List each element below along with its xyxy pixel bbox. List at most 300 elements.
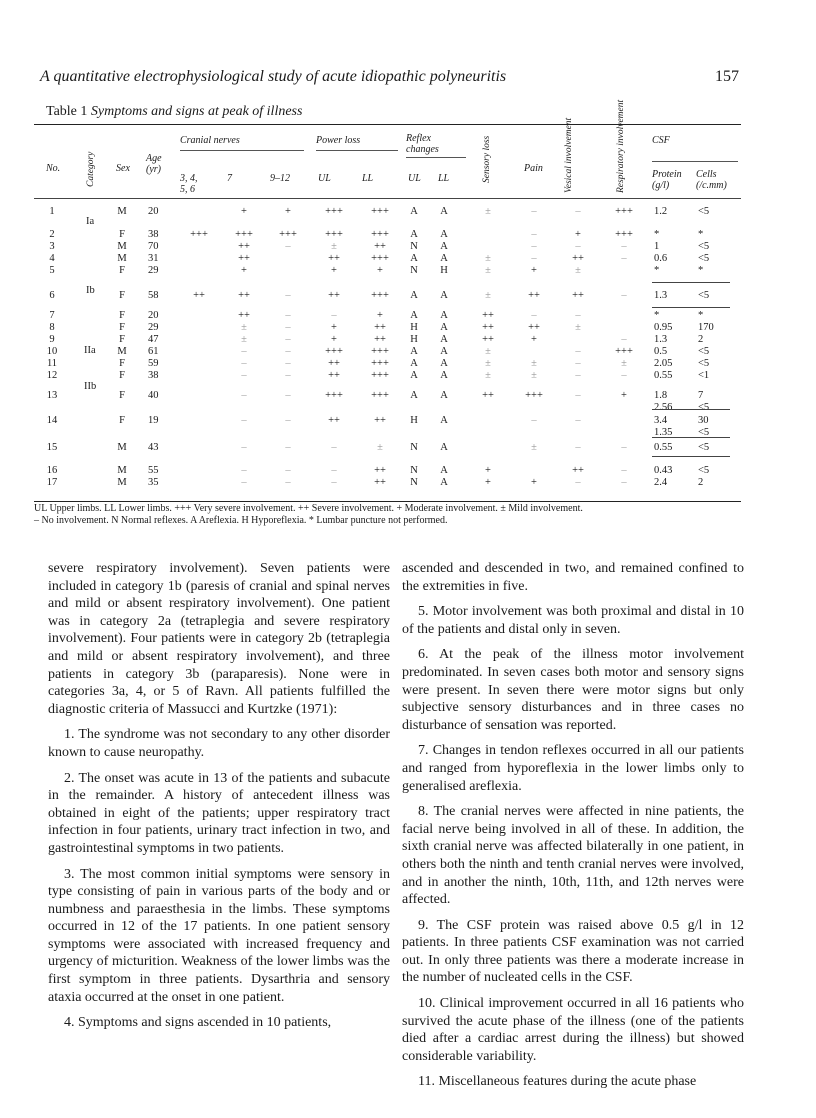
cell-rul: N bbox=[410, 465, 418, 476]
cell-rul: A bbox=[410, 229, 418, 240]
cell-age: 31 bbox=[148, 253, 159, 264]
cell-rll: A bbox=[440, 346, 448, 357]
cell-no: 15 bbox=[46, 442, 58, 453]
cell-prot: 3.4 bbox=[654, 415, 668, 426]
paragraph: 4. Symptoms and signs ascended in 10 patients, bbox=[64, 1015, 332, 1031]
cell-no: 9 bbox=[49, 334, 55, 345]
table-title: Symptoms and signs at peak of illness bbox=[90, 104, 303, 119]
cell-sens: ++ bbox=[482, 390, 494, 401]
paragraph: 5. Motor involvement was both proximal and distal in 10 of the patients and distal only in seven. bbox=[402, 604, 744, 637]
cell-resp: – bbox=[621, 442, 627, 453]
csf-rule bbox=[652, 282, 730, 283]
footnote-line: – No involvement. N Normal reflexes. A Areflexia. H Hyporeflexia. * Lumbar puncture not performed. bbox=[34, 515, 448, 526]
col-header-power: Power loss bbox=[316, 135, 361, 146]
col-header-csf: CSF bbox=[652, 135, 670, 146]
cell-rul: A bbox=[410, 206, 418, 217]
col-header-cells: Cells bbox=[696, 169, 717, 180]
cell-sex: M bbox=[117, 253, 127, 264]
cell-rul: A bbox=[410, 370, 418, 381]
cell-pain: – bbox=[531, 241, 537, 252]
cell-pain: ++ bbox=[528, 322, 540, 333]
cell-no: 8 bbox=[49, 322, 55, 333]
cell-rll: A bbox=[440, 465, 448, 476]
cell-cn2: – bbox=[241, 465, 247, 476]
cell-ll: + bbox=[377, 265, 383, 276]
csf-rule bbox=[652, 456, 730, 457]
cell-ll: ++ bbox=[374, 477, 386, 488]
cell-ul: ++ bbox=[328, 358, 340, 369]
cell-ves: – bbox=[575, 442, 581, 453]
cell-ll: + bbox=[377, 310, 383, 321]
col-header-protein: Protein bbox=[652, 169, 682, 180]
cell-sex: F bbox=[119, 334, 125, 345]
cell-cells: <5 bbox=[698, 206, 710, 217]
cell-ves: – bbox=[575, 241, 581, 252]
cell-cn2: + bbox=[241, 206, 247, 217]
cell-sex: M bbox=[117, 241, 127, 252]
cell-cn2: – bbox=[241, 415, 247, 426]
cell-resp: +++ bbox=[615, 206, 633, 217]
body-column-right bbox=[402, 560, 744, 1099]
paragraph: 11. Miscellaneous features during the acute phase bbox=[418, 1074, 697, 1090]
cell-ves: + bbox=[575, 229, 581, 240]
cell-cells: <1 bbox=[698, 370, 710, 381]
paragraph: 8. The cranial nerves were affected in nine patients, the facial nerve being involved in all of these. In addition, the sixth cranial nerve was affected bilaterally in one patient, in others both the ninth and tenth cranial nerves were involved, and in another the ninth, 10th, 11th, and 12th nerves were affected. bbox=[402, 804, 744, 908]
cell-sex: F bbox=[119, 358, 125, 369]
cell-no: 5 bbox=[49, 265, 55, 276]
table-label: Table 1 bbox=[46, 104, 88, 119]
col-header-reflex: Reflex bbox=[406, 133, 431, 144]
cell-age: 61 bbox=[148, 346, 159, 357]
cell-cn2: ++ bbox=[238, 310, 250, 321]
cell-cells: <5 bbox=[698, 442, 710, 453]
paragraph: 2. The onset was acute in 13 of the patients and subacute in the remainder. A history of antecedent illness was obtained in eight of the patients; upper respiratory tract infection in four patients, urinary tract infection in two, and gastrointestinal symptoms in two patients. bbox=[48, 770, 390, 856]
paragraph: 7. Changes in tendon reflexes occurred in all our patients and ranged from hyporeflexia in the lower limbs only to generalised areflexia. bbox=[402, 743, 744, 794]
col-header-rf-ul: UL bbox=[408, 173, 421, 184]
cell-prot: 2.4 bbox=[654, 477, 668, 488]
cell-age: 40 bbox=[148, 390, 159, 401]
running-title: A quantitative electrophysiological study of acute idiopathic polyneuritis bbox=[40, 68, 507, 85]
cell-rll: A bbox=[440, 229, 448, 240]
cell-resp: ± bbox=[621, 358, 627, 369]
cell-cn3: + bbox=[285, 206, 291, 217]
cell-rll: A bbox=[440, 206, 448, 217]
cell-resp: – bbox=[621, 370, 627, 381]
cell-sex: M bbox=[117, 442, 127, 453]
cell-no: 12 bbox=[46, 370, 58, 381]
cell-cn1: ++ bbox=[193, 290, 205, 301]
cell-sens: ± bbox=[485, 370, 491, 381]
cell-cn3: – bbox=[285, 465, 291, 476]
cell-ves: ± bbox=[575, 265, 581, 276]
col-header-vesical: Vesical involvement bbox=[564, 117, 574, 193]
cell-resp: +++ bbox=[615, 229, 633, 240]
cell-cn1: +++ bbox=[190, 229, 208, 240]
cell-ll: +++ bbox=[371, 370, 389, 381]
cell-age: 38 bbox=[148, 370, 159, 381]
csf-rule bbox=[652, 409, 730, 410]
cell-no: 7 bbox=[49, 310, 55, 321]
cell-sens: ± bbox=[485, 290, 491, 301]
cell-sens: ± bbox=[485, 206, 491, 217]
cell-cells: * bbox=[698, 310, 704, 321]
col-header-cn-b: 7 bbox=[227, 173, 232, 184]
cell-sens: ± bbox=[485, 265, 491, 276]
col-header-sex: Sex bbox=[116, 163, 130, 174]
cell-ul: +++ bbox=[325, 346, 343, 357]
cell-ves: – bbox=[575, 390, 581, 401]
cell-cells: <5 bbox=[698, 465, 710, 476]
cell-ves: – bbox=[575, 477, 581, 488]
cell-rll: A bbox=[440, 290, 448, 301]
cell-cn2: ± bbox=[241, 322, 247, 333]
col-header-cn-a1: 3, 4, bbox=[180, 173, 198, 184]
cell-cn2: – bbox=[241, 390, 247, 401]
cell-rll: A bbox=[440, 370, 448, 381]
paragraph: 10. Clinical improvement occurred in all 16 patients who survived the acute phase of the illness (one of the patients died after a cardiac arrest during the illness) but showed considerable variability. bbox=[402, 996, 744, 1064]
cell-ves: ± bbox=[575, 322, 581, 333]
cell-age: 38 bbox=[148, 229, 159, 240]
cell-prot: 1.3 bbox=[654, 290, 668, 301]
cell-rll: A bbox=[440, 241, 448, 252]
cell-resp: + bbox=[621, 390, 627, 401]
cell-ves: – bbox=[575, 206, 581, 217]
cell-cn3: – bbox=[285, 310, 291, 321]
cell-prot: 1.2 bbox=[654, 206, 668, 217]
cell-no: 1 bbox=[49, 206, 55, 217]
cell-age: 58 bbox=[148, 290, 159, 301]
cell-prot: 1.3 bbox=[654, 334, 668, 345]
cell-ll: ± bbox=[377, 442, 383, 453]
cell-rul: H bbox=[410, 415, 418, 426]
category-label: Ib bbox=[86, 285, 95, 296]
cell-resp: – bbox=[621, 241, 627, 252]
paragraph: 9. The CSF protein was raised above 0.5 g/l in 12 patients. In three patients CSF examination was not carried out. In only three patients was there a moderate increase in the number of nucleated cells in the CSF. bbox=[402, 917, 744, 986]
cell-prot: 0.95 bbox=[654, 322, 673, 333]
cell-ves: – bbox=[575, 370, 581, 381]
cell-ul: ++ bbox=[328, 370, 340, 381]
cell-ul: – bbox=[331, 442, 337, 453]
cell-rul: H bbox=[410, 334, 418, 345]
cell-ul: – bbox=[331, 465, 337, 476]
cell-age: 29 bbox=[148, 322, 159, 333]
cell-sens: ± bbox=[485, 358, 491, 369]
cell-pain: + bbox=[531, 477, 537, 488]
cell-prot: 0.43 bbox=[654, 465, 673, 476]
col-header-no: No. bbox=[46, 163, 61, 174]
cell-cn2: ++ bbox=[238, 241, 250, 252]
cell-pain: – bbox=[531, 415, 537, 426]
cell-ul: ++ bbox=[328, 290, 340, 301]
cell-prot: 0.5 bbox=[654, 346, 668, 357]
cell-sex: F bbox=[119, 229, 125, 240]
cell-prot: 1.8 bbox=[654, 390, 668, 401]
cell-sex: F bbox=[119, 290, 125, 301]
cell-age: 70 bbox=[148, 241, 159, 252]
cell-cells: 7 bbox=[698, 390, 704, 401]
table-caption bbox=[46, 104, 302, 120]
cell-no: 10 bbox=[46, 346, 58, 357]
cell-sex: M bbox=[117, 346, 127, 357]
cell-cn2: ++ bbox=[238, 253, 250, 264]
cell-ul: + bbox=[331, 265, 337, 276]
cell-ll: +++ bbox=[371, 253, 389, 264]
cell-sens: + bbox=[485, 465, 491, 476]
col-header-pain: Pain bbox=[524, 163, 543, 174]
cell-cells: 2 bbox=[698, 334, 704, 345]
cell-cn3: – bbox=[285, 322, 291, 333]
cell-sens: ± bbox=[485, 346, 491, 357]
cell-rul: N bbox=[410, 241, 418, 252]
cell-ul: +++ bbox=[325, 206, 343, 217]
cell-prot: 0.55 bbox=[654, 370, 673, 381]
cell-prot_b: 2.56 bbox=[654, 402, 673, 413]
paragraph: ascended and descended in two, and remained confined to the extremities in five. bbox=[402, 561, 744, 594]
col-header-protein-unit: (g/l) bbox=[652, 180, 670, 191]
cell-rul: A bbox=[410, 346, 418, 357]
cell-no: 2 bbox=[49, 229, 55, 240]
cell-pain: ± bbox=[531, 442, 537, 453]
cell-cn3: – bbox=[285, 346, 291, 357]
cell-cells: <5 bbox=[698, 346, 710, 357]
cell-ll: ++ bbox=[374, 465, 386, 476]
cell-ves: ++ bbox=[572, 465, 584, 476]
cell-resp: – bbox=[621, 334, 627, 345]
cell-sex: M bbox=[117, 206, 127, 217]
col-header-sensory: Sensory loss bbox=[482, 135, 492, 183]
cell-age: 20 bbox=[148, 310, 159, 321]
cell-no: 13 bbox=[46, 390, 58, 401]
cell-ll: ++ bbox=[374, 322, 386, 333]
cell-prot: * bbox=[654, 265, 660, 276]
cell-cn3: – bbox=[285, 390, 291, 401]
cell-rll: A bbox=[440, 310, 448, 321]
cell-ll: ++ bbox=[374, 334, 386, 345]
cell-cells_b: <5 bbox=[698, 402, 710, 413]
cell-cn2: ± bbox=[241, 334, 247, 345]
cell-sex: F bbox=[119, 370, 125, 381]
category-label: Ia bbox=[86, 216, 95, 227]
cell-cn2: + bbox=[241, 265, 247, 276]
cell-pain: – bbox=[531, 310, 537, 321]
cell-pain: ++ bbox=[528, 290, 540, 301]
category-label: IIa bbox=[84, 345, 96, 356]
cell-cn3: – bbox=[285, 290, 291, 301]
cell-cells: <5 bbox=[698, 290, 710, 301]
cell-cells: 30 bbox=[698, 415, 709, 426]
cell-age: 59 bbox=[148, 358, 159, 369]
cell-ves: ++ bbox=[572, 290, 584, 301]
cell-ll: +++ bbox=[371, 229, 389, 240]
cell-rll: A bbox=[440, 415, 448, 426]
cell-prot: * bbox=[654, 310, 660, 321]
cell-no: 3 bbox=[49, 241, 55, 252]
cell-resp: – bbox=[621, 477, 627, 488]
cell-pain: +++ bbox=[525, 390, 543, 401]
cell-ul: ++ bbox=[328, 253, 340, 264]
col-header-age: Age bbox=[146, 153, 162, 164]
cell-no: 11 bbox=[46, 358, 58, 369]
col-header-cn-a2: 5, 6 bbox=[180, 184, 195, 195]
cell-rul: N bbox=[410, 265, 418, 276]
cell-sex: M bbox=[117, 465, 127, 476]
col-header-pl-ll: LL bbox=[362, 173, 374, 184]
cell-no: 16 bbox=[46, 465, 58, 476]
cell-ves: – bbox=[575, 415, 581, 426]
cell-prot: * bbox=[654, 229, 660, 240]
cell-pain: ± bbox=[531, 370, 537, 381]
cell-rul: A bbox=[410, 358, 418, 369]
cell-sex: F bbox=[119, 390, 125, 401]
cell-ves: – bbox=[575, 358, 581, 369]
footnote-line: UL Upper limbs. LL Lower limbs. +++ Very severe involvement. ++ Severe involvement. + Moderate involvement. ± Mild involvement. bbox=[34, 503, 583, 514]
cell-rul: A bbox=[410, 310, 418, 321]
cell-ves: – bbox=[575, 310, 581, 321]
col-header-age-unit: (yr) bbox=[146, 164, 161, 175]
cell-rul: N bbox=[410, 442, 418, 453]
cell-rll: H bbox=[440, 265, 448, 276]
cell-cn3: – bbox=[285, 358, 291, 369]
cell-ll: +++ bbox=[371, 358, 389, 369]
cell-ul: + bbox=[331, 334, 337, 345]
cell-no: 17 bbox=[46, 477, 58, 488]
cell-cells: <5 bbox=[698, 253, 710, 264]
cell-sex: M bbox=[117, 477, 127, 488]
paragraph: 6. At the peak of the illness motor involvement predominated. In seven cases both motor and sensory signs were present. In seven there were motor signs but only subjective sensory disturbances and in three cases no disturbance of sensation was reported. bbox=[402, 647, 744, 733]
cell-cn3: – bbox=[285, 370, 291, 381]
cell-sens: + bbox=[485, 477, 491, 488]
body-column-left bbox=[48, 560, 390, 1040]
cell-pain: + bbox=[531, 265, 537, 276]
cell-ul: – bbox=[331, 477, 337, 488]
cell-rul: A bbox=[410, 253, 418, 264]
cell-rll: A bbox=[440, 322, 448, 333]
cell-sex: F bbox=[119, 415, 125, 426]
cell-ll: +++ bbox=[371, 390, 389, 401]
cell-no: 4 bbox=[49, 253, 55, 264]
csf-rule bbox=[652, 437, 730, 438]
cell-ul: – bbox=[331, 310, 337, 321]
cell-ul: +++ bbox=[325, 390, 343, 401]
cell-pain: ± bbox=[531, 358, 537, 369]
table-footnote bbox=[34, 503, 749, 527]
cell-cn3: – bbox=[285, 442, 291, 453]
cell-cn3: – bbox=[285, 334, 291, 345]
cell-ll: +++ bbox=[371, 290, 389, 301]
cell-rll: A bbox=[440, 390, 448, 401]
cell-prot: 2.05 bbox=[654, 358, 673, 369]
cell-cn2: ++ bbox=[238, 290, 250, 301]
cell-cn2: – bbox=[241, 477, 247, 488]
cell-resp: – bbox=[621, 465, 627, 476]
cell-no: 6 bbox=[49, 290, 55, 301]
cell-rll: A bbox=[440, 442, 448, 453]
cell-ul: +++ bbox=[325, 229, 343, 240]
cell-cells_b: <5 bbox=[698, 427, 710, 438]
cell-sens: ++ bbox=[482, 310, 494, 321]
cell-cells: <5 bbox=[698, 358, 710, 369]
cell-cn3: – bbox=[285, 241, 291, 252]
cell-ll: +++ bbox=[371, 346, 389, 357]
cell-rul: A bbox=[410, 290, 418, 301]
cell-ll: ++ bbox=[374, 415, 386, 426]
cell-ul: ± bbox=[331, 241, 337, 252]
csf-rule bbox=[652, 307, 730, 308]
cell-prot: 0.6 bbox=[654, 253, 668, 264]
cell-age: 55 bbox=[148, 465, 159, 476]
paragraph: 3. The most common initial symptoms were sensory in type consisting of pain in various parts of the body and or numbness and paraesthesia in the limbs. These symptoms occurred in 12 of the 17 patients. In one patient sensory symptoms were associated with increased frequency and urgency of micturition. Weakness of the lower limbs was the first symptom in three patients. Dysarthria and sensory ataxia occurred at the onset in one patient. bbox=[48, 866, 390, 1005]
cell-prot: 0.55 bbox=[654, 442, 673, 453]
col-header-cn-c: 9–12 bbox=[270, 173, 290, 184]
cell-cn3: – bbox=[285, 415, 291, 426]
cell-age: 43 bbox=[148, 442, 159, 453]
cell-cn3: – bbox=[285, 477, 291, 488]
cell-pain: – bbox=[531, 253, 537, 264]
cell-rul: A bbox=[410, 390, 418, 401]
cell-sex: F bbox=[119, 265, 125, 276]
cell-age: 19 bbox=[148, 415, 159, 426]
cell-sex: F bbox=[119, 322, 125, 333]
paragraph: 1. The syndrome was not secondary to any other disorder known to cause neuropathy. bbox=[48, 727, 390, 760]
cell-age: 20 bbox=[148, 206, 159, 217]
cell-sex: F bbox=[119, 310, 125, 321]
cell-ll: +++ bbox=[371, 206, 389, 217]
cell-ves: – bbox=[575, 346, 581, 357]
cell-age: 35 bbox=[148, 477, 159, 488]
cell-ul: + bbox=[331, 322, 337, 333]
cell-cn2: +++ bbox=[235, 229, 253, 240]
cell-cn2: – bbox=[241, 358, 247, 369]
cell-sens: ++ bbox=[482, 334, 494, 345]
cell-cells: 2 bbox=[698, 477, 704, 488]
cell-ves: ++ bbox=[572, 253, 584, 264]
cell-cells: * bbox=[698, 265, 704, 276]
cell-resp: – bbox=[621, 253, 627, 264]
cell-rll: A bbox=[440, 358, 448, 369]
category-label: IIb bbox=[84, 381, 97, 392]
cell-age: 47 bbox=[148, 334, 159, 345]
cell-ul: ++ bbox=[328, 415, 340, 426]
cell-pain: – bbox=[531, 229, 537, 240]
cell-rll: A bbox=[440, 253, 448, 264]
cell-cn2: – bbox=[241, 370, 247, 381]
col-header-cells-unit: (/c.mm) bbox=[696, 180, 727, 191]
cell-pain: + bbox=[531, 334, 537, 345]
page-number: 157 bbox=[715, 68, 739, 85]
paragraph: severe respiratory involvement). Seven patients were included in category 1b (paresis of cranial and spinal nerves and mild or absent respiratory involvement). One patient was in category 2a (tetraplegia and severe respiratory involvement). Four patients were in category 2b (tetraplegia and mild or absent respiratory involvement), and three patients in category 3b (paraparesis). None were in categories 3a, 4, or 5 of Ravn. All patients fulfilled the diagnostic criteria of Massucci and Kurtzke (1971): bbox=[48, 561, 390, 717]
cell-prot: 1 bbox=[654, 241, 660, 252]
cell-cn2: – bbox=[241, 442, 247, 453]
cell-sens: ++ bbox=[482, 322, 494, 333]
cell-resp: – bbox=[621, 290, 627, 301]
cell-cells: <5 bbox=[698, 241, 710, 252]
col-header-cranial: Cranial nerves bbox=[180, 135, 240, 146]
col-header-reflex-2: changes bbox=[406, 144, 439, 155]
cell-rll: A bbox=[440, 334, 448, 345]
cell-ll: ++ bbox=[374, 241, 386, 252]
cell-prot_b: 1.35 bbox=[654, 427, 673, 438]
cell-no: 14 bbox=[46, 415, 58, 426]
cell-cn2: – bbox=[241, 346, 247, 357]
cell-rul: H bbox=[410, 322, 418, 333]
cell-resp: +++ bbox=[615, 346, 633, 357]
cell-rul: N bbox=[410, 477, 418, 488]
cell-age: 29 bbox=[148, 265, 159, 276]
cell-cells: * bbox=[698, 229, 704, 240]
cell-pain: – bbox=[531, 206, 537, 217]
col-header-category: Category bbox=[86, 151, 96, 187]
cell-cells: 170 bbox=[698, 322, 714, 333]
